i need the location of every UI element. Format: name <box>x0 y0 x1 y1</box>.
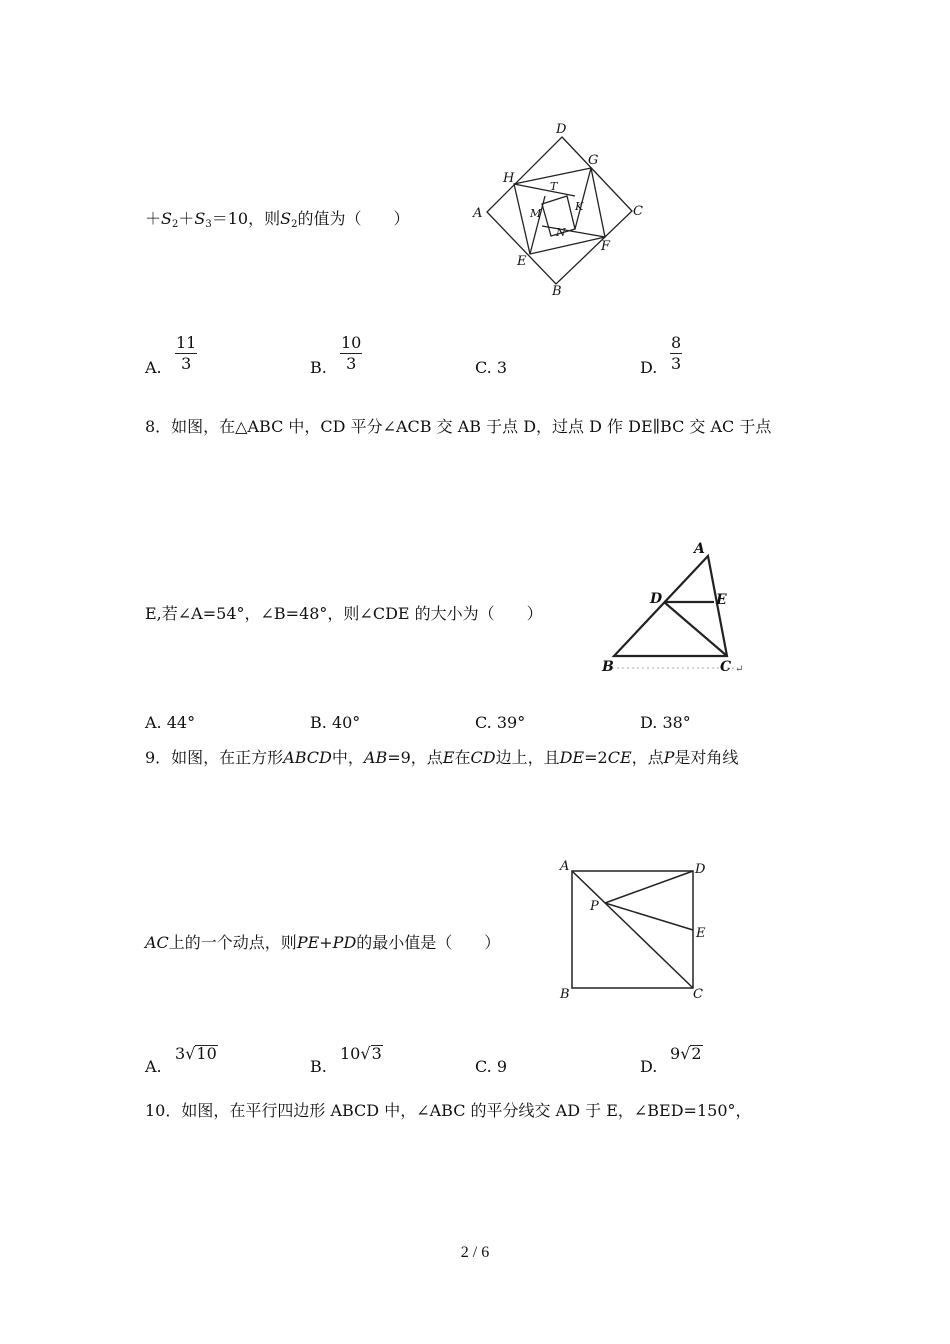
q9-figure <box>555 855 715 1005</box>
q7-label-G: G <box>588 153 599 168</box>
q8-label-D: D <box>650 591 663 607</box>
q8-option-b[interactable]: B. 40° <box>310 713 361 732</box>
q9-stem-line2: AC上的一个动点，则PE+PD的最小值是（ ） <box>145 933 501 952</box>
q7-label-T: T <box>550 180 558 193</box>
q8-stem-line1: 8．如图，在△ABC 中，CD 平分∠ACB 交 AB 于点 D，过点 D 作 DE∥BC 交 AC 于点 <box>145 417 772 436</box>
q8-label-C: C <box>720 659 732 675</box>
q9-label-D: D <box>695 862 706 877</box>
q7-label-B: B <box>552 284 562 299</box>
q7-option-a[interactable]: A. <box>145 358 162 377</box>
page-number: 2 / 6 <box>460 1244 490 1261</box>
q9-option-a[interactable]: A. <box>145 1057 162 1076</box>
q10-stem-line1: 10．如图，在平行四边形 ABCD 中，∠ABC 的平分线交 AD 于 E，∠BED=150°， <box>145 1101 752 1120</box>
q9-label-B: B <box>560 987 570 1002</box>
q9-diagonal-ac <box>572 871 693 988</box>
q8-option-a[interactable]: A. 44° <box>145 713 196 732</box>
q9-label-P: P <box>590 899 599 914</box>
q9-option-b[interactable]: B. <box>310 1057 327 1076</box>
q7-figure <box>470 118 650 303</box>
q9-option-b-value: 10√3 <box>340 1044 382 1063</box>
q7-label-K: K <box>575 200 584 213</box>
q7-outer-square <box>487 137 632 284</box>
q8-option-d[interactable]: D. 38° <box>640 713 691 732</box>
q7-middle-square <box>514 168 605 254</box>
q8-label-E: E <box>716 592 727 608</box>
q7-option-b[interactable]: B. <box>310 358 327 377</box>
q9-segment-pd <box>605 871 693 903</box>
q7-label-N: N <box>556 226 566 239</box>
q7-stem: $+S_2+S_3=10$，则$S_2$的值为（ ） <box>145 209 410 230</box>
q8-label-B: B <box>602 659 614 675</box>
q9-label-E: E <box>696 926 706 941</box>
q7-option-b-fraction: $\frac{10}{3}$ <box>341 333 362 373</box>
q9-option-a-value: 3√10 <box>175 1044 217 1063</box>
q7-label-A: A <box>473 206 483 221</box>
q8-return-mark: ↵ <box>735 664 744 675</box>
q8-stem-line2: E,若∠A=54°，∠B=48°，则∠CDE 的大小为（ ） <box>145 604 543 623</box>
q7-option-d[interactable]: D. <box>640 358 658 377</box>
q8-figure <box>596 536 756 680</box>
q7-option-d-fraction: $\frac{8}{3}$ <box>671 333 682 373</box>
q8-label-A: A <box>694 541 705 557</box>
q9-option-c[interactable]: C. 9 <box>475 1057 508 1076</box>
q7-option-a-fraction: $\frac{11}{3}$ <box>176 333 197 373</box>
q9-option-d-value: 9√2 <box>670 1044 702 1063</box>
q7-option-c[interactable]: C. 3 <box>475 358 508 377</box>
q7-label-F: F <box>601 239 611 254</box>
q7-label-M: M <box>530 207 542 220</box>
q8-option-c[interactable]: C. 39° <box>475 713 526 732</box>
q9-label-A: A <box>560 859 570 874</box>
q9-stem-line1: 9．如图，在正方形ABCD中，AB=9，点E在CD边上，且DE=2CE，点P是对角线 <box>145 748 739 767</box>
q7-label-E: E <box>517 254 527 269</box>
q7-label-H: H <box>503 171 515 186</box>
q7-label-D: D <box>556 122 567 137</box>
q9-option-d[interactable]: D. <box>640 1057 658 1076</box>
q9-label-C: C <box>693 987 703 1002</box>
q7-label-C: C <box>633 204 643 219</box>
